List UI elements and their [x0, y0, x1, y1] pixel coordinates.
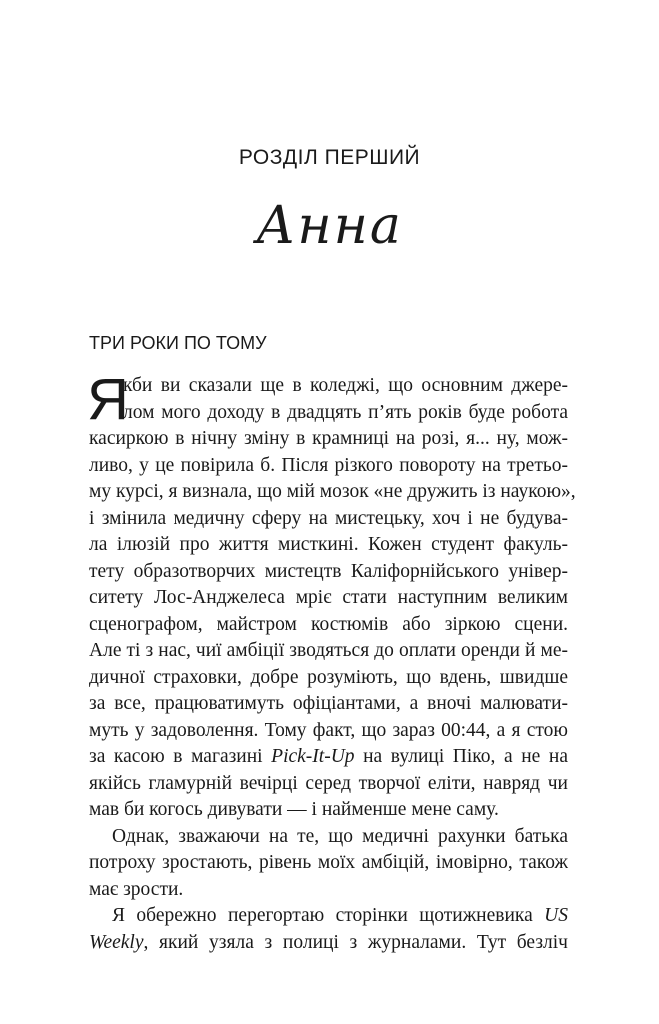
text-line: тету образотворчих мистецтв Каліфорнійського універ-: [89, 560, 568, 582]
text-fragment: Я обережно перегортаю сторінки щотижневика: [112, 905, 545, 926]
text-fragment: за касою в магазині: [89, 746, 272, 767]
section-heading: ТРИ РОКИ ПО ТОМУ: [89, 333, 267, 353]
text-line: Але ті з нас, чиї амбіції зводяться до оплати оренди й ме-: [89, 640, 568, 661]
text-line: [89, 903, 568, 930]
magazine-name: Weekly: [89, 931, 144, 953]
text-line: Однак, зважаючи на те, що медичні рахунки батька: [112, 825, 568, 847]
text-line: касиркою в нічну зміну в крамниці на розі, я... ну, мож-: [89, 428, 568, 449]
text-line: потроху зростають, рівень моїх амбіцій, імовірно, також: [89, 852, 568, 873]
paragraph-1: [87, 367, 576, 824]
text-line: му курсі, я визнала, що мій мозок «не дружить із наукою»,: [89, 481, 576, 502]
text-line: якійсь гламурній вечірці серед творчої еліти, навряд чи: [89, 772, 568, 794]
store-name: Pick-It-Up: [271, 746, 355, 767]
text-line: сценографом, майстром костюмів або зіркою сцени.: [89, 613, 568, 635]
text-line: ливо, у це повірила б. Після різкого повороту на третьо-: [89, 454, 568, 476]
magazine-name: US: [544, 905, 568, 926]
text-line: має зрости.: [89, 878, 184, 900]
text-line: за все, працюватимуть офіціантами, а вночі малювати-: [89, 693, 568, 714]
text-line: [89, 744, 568, 771]
text-fragment: , який узяла з полиці з журналами. Тут безліч: [143, 931, 568, 953]
chapter-title: Анна: [256, 196, 403, 256]
body-text: [87, 367, 576, 956]
text-line: кби ви сказали ще в коледжі, що основним джере-: [123, 375, 568, 396]
text-fragment: на вулиці Піко, а не на: [354, 746, 568, 767]
drop-cap: Я: [87, 367, 129, 432]
paragraph-2: [89, 824, 568, 904]
text-line: мав би когось дивувати — і найменше мене саму.: [89, 799, 499, 820]
chapter-label: РОЗДІЛ ПЕРШИЙ: [238, 146, 421, 169]
text-line: і змінила медичну сферу на мистецьку, хоч і не будува-: [89, 507, 568, 529]
text-line: ла ілюзій про життя мисткині. Кожен студент факуль-: [89, 534, 568, 555]
paragraph-3: [89, 903, 568, 956]
text-line: дичної страховки, добре розуміють, що вдень, швидше: [89, 666, 568, 688]
text-line: [89, 930, 568, 957]
text-line: ситету Лос-Анджелеса мріє стати наступним великим: [89, 587, 568, 608]
text-line: лом мого доходу в двадцять п’ять років буде робота: [123, 401, 568, 423]
text-line: муть у задоволення. Тому факт, що зараз 00:44, а я стою: [89, 719, 568, 741]
